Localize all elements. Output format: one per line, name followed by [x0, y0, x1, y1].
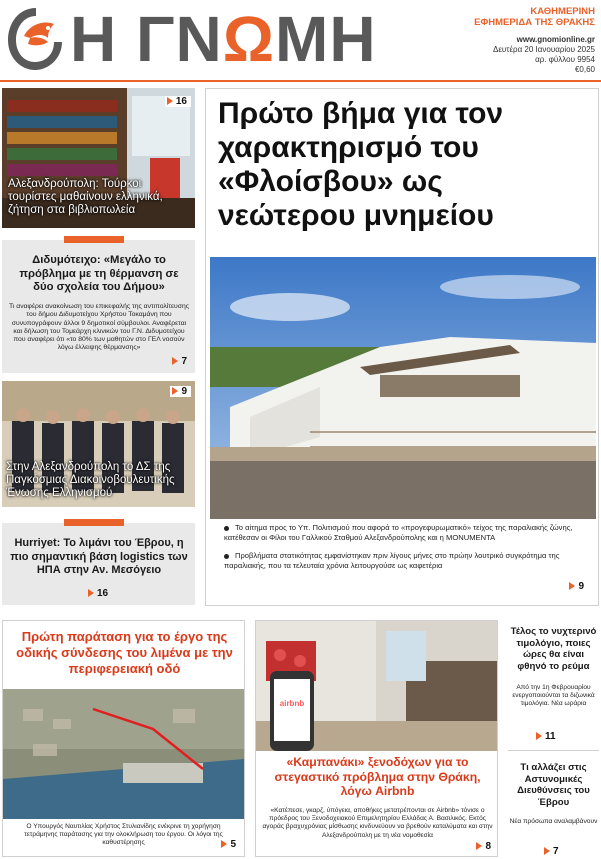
story-parliament-photo[interactable] — [2, 381, 195, 507]
story-accent-bar — [64, 236, 124, 243]
page-ref-16[interactable]: 16 — [165, 96, 191, 107]
story-port-road-headline[interactable]: Πρώτη παράταση για το έργο της οδικής σύνδεσης του λιμένα με την περιφερειακή οδό — [16, 629, 233, 676]
story-electricity-body: Από την 1η Φεβρουαρίου ενεργοποιούνται τα διζωνικά τιμολόγια. Νέα ωράρια — [512, 684, 595, 708]
story-tourists-headline[interactable]: Αλεξανδρούπολη: Τούρκοι τουρίστες μαθαίνουν ελληνικά, ζήτηση στα βιβλιοπωλεία — [8, 178, 163, 216]
story-police-headline[interactable]: Τι αλλάζει στις Αστυνομικές Διευθύνσεις του Έβρου — [517, 762, 590, 808]
story-parliament-headline[interactable]: Στην Αλεξανδρούπολη το ΔΣ της Παγκόσμιας Διακοινοβουλευτικής Ένωσης Ελληνισμού — [6, 461, 175, 499]
story-port-road[interactable] — [2, 620, 245, 857]
page-ref-16b[interactable]: 16 — [88, 588, 108, 599]
issue-date: Δευτέρα 20 Ιανουαρίου 2025 — [493, 45, 595, 54]
main-story-bullet-2: Προβλήματα στατικότητας εμφανίστηκαν πριν λίγους μήνες στο πρώην λουτρικό συγκρότημα της παραλιακής, που τα τελευταία χρόνια λειτουργούσε ως καφετέρια — [224, 551, 560, 570]
tagline-2: ΕΦΗΜΕΡΙΔΑ ΤΗΣ ΘΡΑΚΗΣ — [474, 17, 595, 28]
page-ref-11[interactable]: 11 — [536, 731, 556, 742]
main-story[interactable] — [205, 88, 599, 606]
airbnb-logo: airbnb — [279, 699, 305, 708]
story-hurriyet[interactable] — [2, 523, 195, 605]
story-airbnb[interactable] — [255, 620, 498, 857]
page-ref-5[interactable]: 5 — [221, 839, 236, 850]
page-ref-7b[interactable]: 7 — [544, 846, 559, 857]
story-port-road-body: Ο Υπουργός Ναυτιλίας Χρήστος Στυλιανίδης ενέκρινε τη χορήγηση τετράμηνης παράτασης για την ολοκλήρωση του έργου. Οι λόγοι της καθυστέρησης — [24, 823, 223, 847]
story-airbnb-body: «Κατέπεσε, γκαρζ, ύπόγεια, αποθήκες μετατρέπονται σε Airbnb» τόνισε ο πρόεδρος του Ξενοδοχειακού Επιμελητηρίου Ελλάδας Α. Βασιλικός. Εκτός αγοράς βραχυχρόνιας μίσθωσης κινδυνεύουν να βρεθούν καταλύματα και στην Αλεξανδρούπολη με τη νέα νομοθεσία — [262, 807, 493, 839]
page-ref-7[interactable]: 7 — [172, 356, 187, 367]
aerial-port-map-icon — [3, 689, 244, 819]
floisvos-building-photo-icon — [210, 257, 596, 519]
main-story-headline[interactable]: Πρώτο βήμα για τον χαρακτηρισμό του «Φλοίσβου» ως νεώτερου μνημείου — [218, 97, 504, 232]
story-hurriyet-headline[interactable]: Hurriyet: Το λιμάνι του Έβρου, η πιο σημαντική βάση logistics των ΗΠΑ στην Αν. Μεσόγειο — [10, 537, 188, 576]
page-ref-8[interactable]: 8 — [476, 841, 491, 852]
story-police[interactable] — [508, 752, 599, 857]
main-story-bullet-1: Το αίτημα προς το Υπ. Πολιτισμού που αφορά το «προγεφυρωματικό» τείχος της παραλιακής ζώνης, κατέθεσαν οι Φίλοι του Γαλλικού Σταθμού Αλεξανδρούπολης και η MONUMENTA — [224, 523, 573, 542]
page-ref-9[interactable]: 9 — [170, 386, 191, 397]
story-didymoteicho[interactable] — [2, 240, 195, 373]
newspaper-title: Η ΓΝΩΜΗ — [70, 3, 377, 75]
apartment-interior-photo-icon — [256, 621, 497, 751]
price: €0,60 — [574, 65, 595, 74]
story-accent-bar-2 — [64, 519, 124, 526]
story-didymoteicho-body: Τι αναφέρει ανακοίνωση του επικεφαλής της αντιπολίτευσης του δήμου Διδυμοτείχου Χρήστου Τοκαμάνη που συνυπογράφουν άλλοι 9 δημοτικοί σύμβουλοι. Αναφέρεται και δήλωση του Τομεάρχη κλινικών του Γ.Ν. Διδυμοτείχου που αναφέρει ότι «το 80% των μαθητών στο ΓΕΛ νοσούν λόγω έλλειψης θέρμανσης» — [8, 303, 190, 352]
story-police-body: Νέα πρόσωπα αναλαμβάνουν — [509, 818, 598, 825]
website-url[interactable]: www.gnomionline.gr — [516, 35, 595, 44]
story-didymoteicho-headline[interactable]: Διδυμότειχο: «Μεγάλο το πρόβλημα με τη θέρμανση σε δύο σχολεία του Δήμου» — [19, 254, 179, 293]
masthead-rule — [0, 80, 601, 82]
tagline-1: ΚΑΘΗΜΕΡΙΝΗ — [530, 6, 595, 17]
story-tourists-photo[interactable] — [2, 88, 195, 228]
issue-number: αρ. φύλλου 9954 — [535, 55, 595, 64]
masthead-info — [474, 6, 595, 75]
story-airbnb-headline[interactable]: «Καμπανάκι» ξενοδόχων για το στεγαστικό πρόβλημα στην Θράκη, λόγω Airbnb — [274, 755, 481, 798]
story-electricity[interactable] — [508, 620, 599, 745]
gnomi-logo-bird-icon — [4, 2, 66, 74]
page-ref-9b[interactable]: 9 — [569, 581, 584, 592]
divider — [508, 750, 599, 751]
story-electricity-headline[interactable]: Τέλος το νυχτερινό τιμολόγιο, ποιες ώρες θα είναι φθηνό το ρεύμα — [510, 626, 597, 672]
